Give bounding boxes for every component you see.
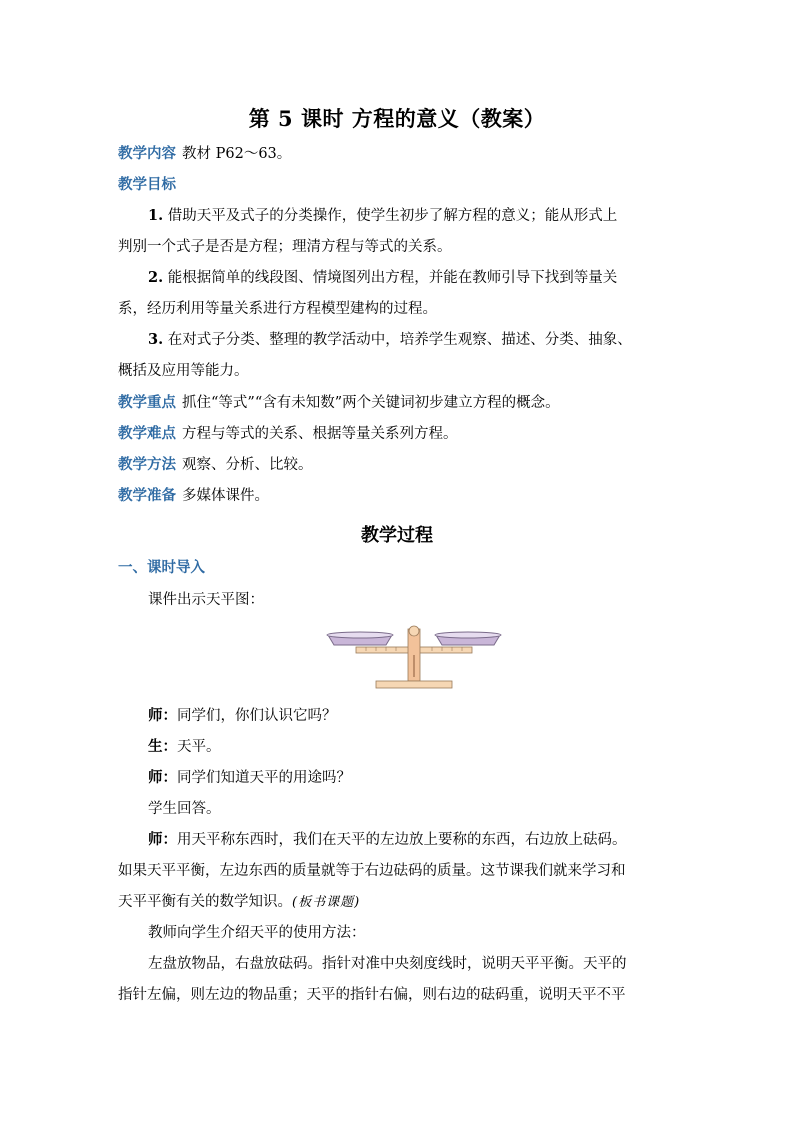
goal-3-line1 — [148, 330, 708, 350]
content-row — [118, 144, 678, 164]
content-label: 教学内容 — [118, 145, 176, 162]
key-point-row — [118, 393, 678, 413]
teacher-para-text3: 天平平衡有关的数学知识。 — [118, 894, 292, 910]
section1-heading — [118, 558, 678, 578]
dialogue-2-speaker: 生： — [148, 738, 177, 755]
method-text: 观察、分析、比较。 — [182, 457, 313, 473]
students-answer: 学生回答。 — [148, 801, 221, 817]
difficulty-label: 教学难点 — [118, 425, 176, 442]
prep-label: 教学准备 — [118, 487, 176, 504]
prep-text: 多媒体课件。 — [182, 488, 269, 504]
balance-left-pan-rim — [327, 632, 393, 638]
dialogue-1-text: 同学们，你们认识它吗？ — [177, 708, 337, 724]
method-row — [118, 455, 678, 475]
goal-3-number: 3. — [148, 331, 164, 348]
goal-2-text1: 能根据简单的线段图、情境图列出方程，并能在教师引导下找到等量关 — [163, 270, 618, 286]
section1-title: 一、课时导入 — [118, 559, 205, 576]
goal-2-number: 2. — [148, 269, 164, 286]
content-text: 教材 P62～63。 — [182, 146, 292, 162]
goal-1-text1: 借助天平及式子的分类操作，使学生初步了解方程的意义；能从形式上 — [163, 208, 618, 224]
balance-base — [376, 681, 452, 688]
method-label: 教学方法 — [118, 456, 176, 473]
dialogue-3-speaker: 师： — [148, 769, 177, 786]
dialogue-2-text: 天平。 — [177, 739, 221, 755]
difficulty-row — [118, 424, 678, 444]
balance-scale-illustration — [326, 625, 502, 689]
page-title: 第 5 课时 方程的意义（教案） — [248, 106, 546, 131]
usage-line1: 左盘放物品，右盘放砝码。指针对准中央刻度线时，说明天平平衡。天平的 — [148, 956, 627, 972]
prep-row — [118, 486, 678, 506]
goal-1-line2: 判别一个式子是否是方程；理清方程与等式的关系。 — [118, 239, 452, 255]
goal-3-text1: 在对式子分类、整理的教学活动中，培养学生观察、描述、分类、抽象、 — [163, 332, 632, 348]
dialogue-1-speaker: 师： — [148, 707, 177, 724]
balance-right-pan-rim — [435, 632, 501, 638]
teacher-para-line3 — [118, 892, 678, 913]
usage-line2: 指针左偏，则左边的物品重；天平的指针右偏，则右边的砝码重，说明天平不平 — [118, 987, 626, 1003]
process-title: 教学过程 — [361, 525, 433, 546]
teacher-para-line2: 如果天平平衡，左边东西的质量就等于右边砝码的质量。这节课我们就来学习和 — [118, 863, 626, 879]
dialogue-2 — [148, 737, 708, 757]
dialogue-1 — [148, 706, 708, 726]
goal-2-line2: 系，经历利用等量关系进行方程模型建构的过程。 — [118, 301, 437, 317]
goals-label: 教学目标 — [118, 176, 176, 193]
key-point-label: 教学重点 — [118, 394, 176, 411]
goal-1-number: 1. — [148, 207, 164, 224]
goal-1-line1 — [148, 206, 708, 226]
intro-method: 教师向学生介绍天平的使用方法： — [148, 925, 366, 941]
dialogue-3 — [148, 768, 708, 788]
dialogue-3-text: 同学们知道天平的用途吗？ — [177, 770, 351, 786]
key-point-text: 抓住“等式”“含有未知数”两个关键词初步建立方程的概念。 — [182, 395, 560, 411]
board-note: (板书课题) — [292, 895, 361, 910]
difficulty-text: 方程与等式的关系、根据等量关系列方程。 — [182, 426, 458, 442]
goal-3-line2: 概括及应用等能力。 — [118, 363, 249, 379]
balance-pivot — [409, 626, 419, 636]
section1-intro: 课件出示天平图： — [148, 592, 264, 608]
goal-2-line1 — [148, 268, 708, 288]
teacher-para-line1 — [148, 830, 708, 850]
teacher-para-text1: 用天平称东西时，我们在天平的左边放上要称的东西，右边放上砝码。 — [177, 832, 627, 848]
goals-row — [118, 175, 678, 195]
teacher-para-speaker: 师： — [148, 831, 177, 848]
